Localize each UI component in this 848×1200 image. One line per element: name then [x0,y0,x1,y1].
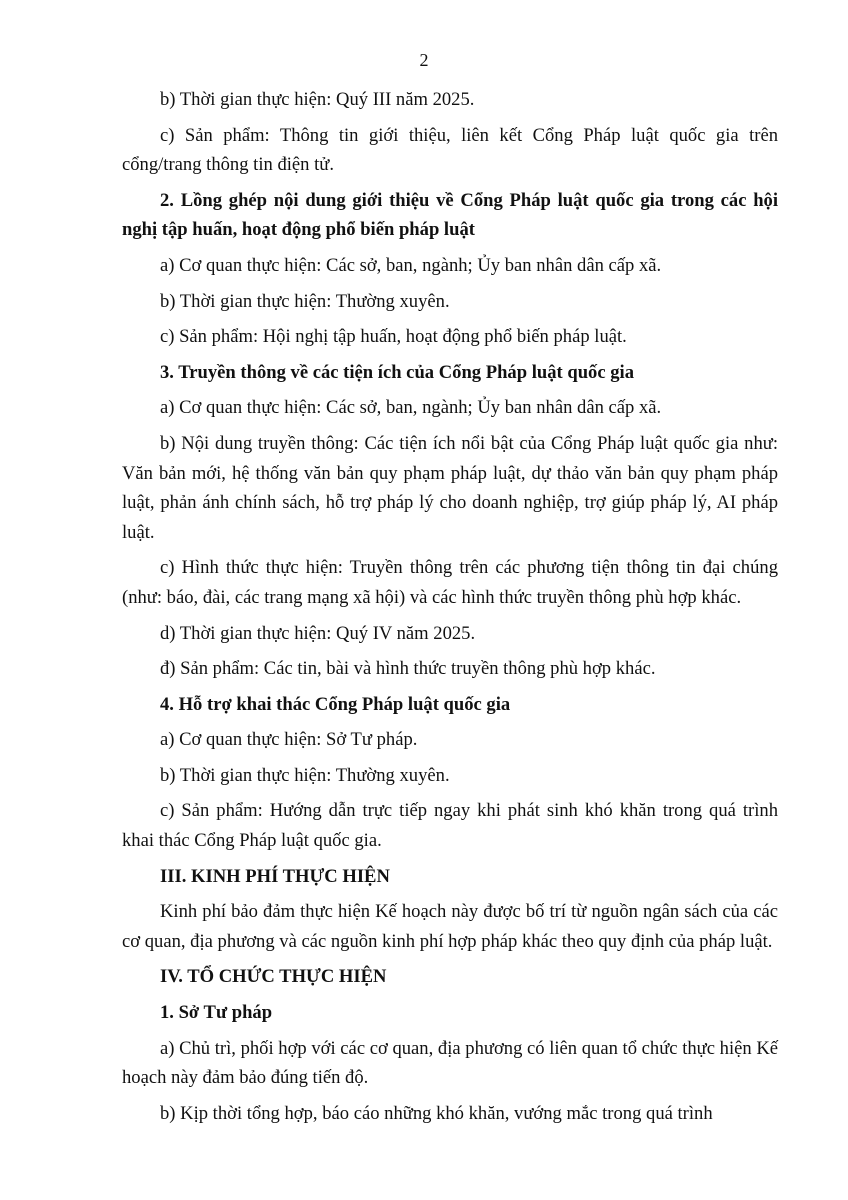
paragraph: a) Cơ quan thực hiện: Các sở, ban, ngành; Ủy ban nhân dân cấp xã. [160,254,662,276]
paragraph: Kinh phí bảo đảm thực hiện Kế hoạch này được bố trí từ nguồn ngân sách của các cơ quan, địa phương và các nguồn kinh phí hợp pháp khác theo quy định của pháp luật. [122,901,778,952]
paragraph: c) Sản phẩm: Thông tin giới thiệu, liên kết Cổng Pháp luật quốc gia trên cổng/trang thông tin điện tử. [122,124,778,176]
section-heading: 2. Lồng ghép nội dung giới thiệu về Cổng Pháp luật quốc gia trong các hội nghị tập huấn, hoạt động phổ biến pháp luật [122,189,778,241]
paragraph: d) Thời gian thực hiện: Quý IV năm 2025. [160,622,476,644]
paragraph: a) Cơ quan thực hiện: Các sở, ban, ngành; Ủy ban nhân dân cấp xã. [160,397,662,419]
paragraph: b) Thời gian thực hiện: Quý III năm 2025. [160,89,475,110]
page-number: 2 [419,50,429,70]
paragraph: c) Sản phẩm: Hướng dẫn trực tiếp ngay khi phát sinh khó khăn trong quá trình khai thác Cổng Pháp luật quốc gia. [122,800,778,852]
paragraph: b) Thời gian thực hiện: Thường xuyên. [160,290,450,312]
paragraph: b) Nội dung truyền thông: Các tiện ích nổi bật của Cổng Pháp luật quốc gia như: Văn bản mới, hệ thống văn bản quy phạm pháp luật, dự thảo văn bản quy phạm pháp luật, phản ánh chính sách, hỗ trợ pháp lý cho doanh nghiệp, trợ giúp pháp lý, AI pháp luật. [122,432,778,543]
section-heading: 1. Sở Tư pháp [160,1002,273,1024]
paragraph: b) Kịp thời tổng hợp, báo cáo những khó khăn, vướng mắc trong quá trình [160,1102,713,1124]
section-heading: III. KINH PHÍ THỰC HIỆN [160,865,390,887]
paragraph: a) Cơ quan thực hiện: Sở Tư pháp. [160,729,418,751]
paragraph: b) Thời gian thực hiện: Thường xuyên. [160,764,450,786]
section-heading: 3. Truyền thông về các tiện ích của Cổng Pháp luật quốc gia [160,361,635,383]
section-heading: 4. Hỗ trợ khai thác Cổng Pháp luật quốc gia [160,693,511,715]
paragraph: đ) Sản phẩm: Các tin, bài và hình thức truyền thông phù hợp khác. [160,658,656,680]
document-body [122,85,778,1134]
paragraph: c) Sản phẩm: Hội nghị tập huấn, hoạt động phổ biến pháp luật. [160,326,627,348]
section-heading: IV. TỔ CHỨC THỰC HIỆN [160,966,387,988]
paragraph: a) Chủ trì, phối hợp với các cơ quan, địa phương có liên quan tổ chức thực hiện Kế hoạch này đảm bảo đúng tiến độ. [122,1037,778,1089]
paragraph: c) Hình thức thực hiện: Truyền thông trên các phương tiện thông tin đại chúng (như: báo, đài, các trang mạng xã hội) và các hình thức truyền thông phù hợp khác. [122,557,778,608]
